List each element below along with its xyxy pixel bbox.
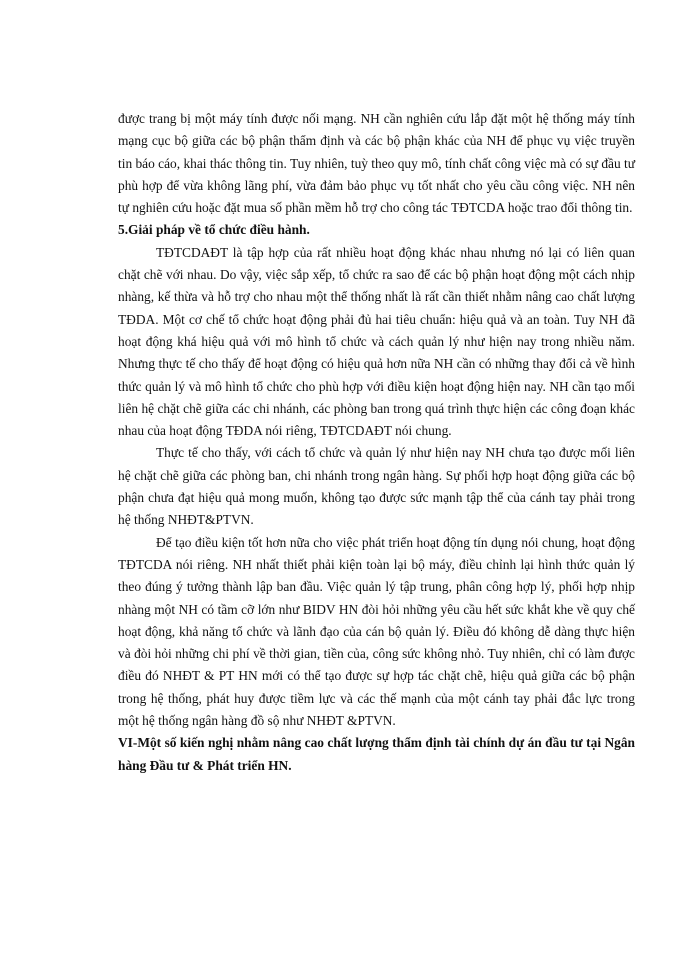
body-paragraph-2: Thực tế cho thấy, với cách tổ chức và quản lý như hiện nay NH chưa tạo được mối liên hệ chặt chẽ giữa các phòng ban, chi nhánh trong ngân hàng. Sự phối hợp hoạt động giữa các bộ phận chưa đạt hiệu quả mong muốn, không tạo được sức mạnh tập thể của cánh tay phải trong hệ thống NHĐT&PTVN. — [118, 445, 635, 528]
body-paragraph-3: Để tạo điều kiện tốt hơn nữa cho việc phát triển hoạt động tín dụng nói chung, hoạt động TĐTCDA nói riêng. NH nhất thiết phải kiện toàn lại bộ máy, điều chỉnh lại hình thức quản lý theo đúng ý tưởng thành lập ban đầu. Việc quản lý tập trung, phân công hợp lý, phối hợp nhịp nhàng một NH có tầm cỡ lớn như BIDV HN đòi hỏi những yêu cầu hết sức khắt khe về quy chế hoạt động, khả năng tổ chức và lãnh đạo của cán bộ quản lý. Điều đó không dễ dàng thực hiện và đòi hỏi những chi phí về thời gian, tiền của, công sức không nhỏ. Tuy nhiên, chỉ có làm được điều đó NHĐT & PT HN mới có thể tạo được sự hợp tác chặt chẽ, hiệu quả giữa các bộ phận trong hệ thống, phát huy được tiềm lực và các thế mạnh của một cánh tay phải đắc lực trong một hệ thống ngân hàng đồ sộ như NHĐT &PTVN. — [118, 534, 635, 729]
section-5-heading: 5.Giải pháp về tổ chức điều hành. — [118, 222, 310, 238]
body-paragraph-1: TĐTCDAĐT là tập hợp của rất nhiều hoạt động khác nhau nhưng nó lại có liên quan chặt chẽ với nhau. Do vậy, việc sắp xếp, tổ chức ra sao để các bộ phận hoạt động một cách nhịp nhàng, kế thừa và hỗ trợ cho nhau một thể thống nhất là rất cần thiết nhằm nâng cao chất lượng TĐDA. Một cơ chế tổ chức hoạt động phải đủ hai tiêu chuẩn: hiệu quả và an toàn. Tuy NH đã hoạt động khá hiệu quả với mô hình tổ chức và cách quản lý như hiện nay trong nhiều năm. Nhưng thực tế cho thấy để hoạt động có hiệu quả hơn nữa NH cần có những thay đổi cả về hình thức quản lý và mô hình tổ chức cho phù hợp với điều kiện hoạt động hiện nay. NH cần tạo mối liên hệ chặt chẽ giữa các chi nhánh, các phòng ban trong quá trình thực hiện các công đoạn khác nhau của hoạt động TĐDA nói riêng, TĐTCDAĐT nói chung. — [118, 244, 635, 439]
document-page — [118, 108, 635, 777]
intro-paragraph: được trang bị một máy tính được nối mạng. NH cần nghiên cứu lắp đặt một hệ thống máy tính mạng cục bộ giữa các bộ phận thẩm định và các bộ phận khác của NH để phục vụ việc truyền tin báo cáo, khai thác thông tin. Tuy nhiên, tuỳ theo quy mô, tính chất công việc mà có sự đầu tư phù hợp để vừa không lãng phí, vừa đảm bảo phục vụ tốt nhất cho yêu cầu công việc. NH nên tự nghiên cứu hoặc đặt mua số phần mềm hỗ trợ cho công tác TĐTCDA hoặc trao đổi thông tin. — [118, 111, 635, 216]
section-6-heading: VI-Một số kiến nghị nhằm nâng cao chất lượng thẩm định tài chính dự án đầu tư tại Ngân hàng Đầu tư & Phát triển HN. — [118, 735, 635, 773]
